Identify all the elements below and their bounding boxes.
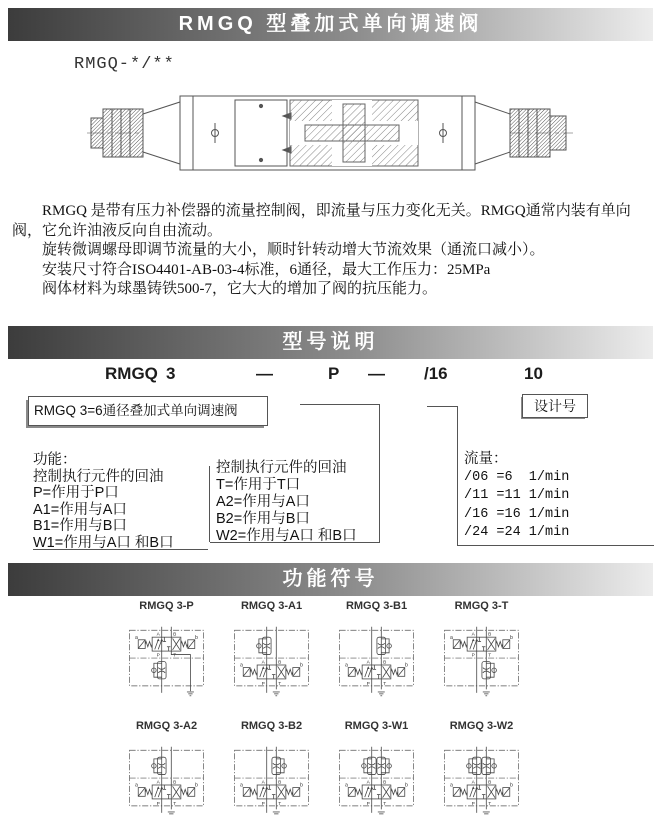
svg-text:T: T: [173, 802, 177, 807]
svg-text:A: A: [156, 780, 160, 786]
hydraulic-circuit-symbol: [324, 625, 429, 705]
svg-text:B: B: [173, 780, 177, 786]
svg-text:T: T: [488, 653, 492, 659]
column-line: A2=作用与A口: [216, 494, 310, 510]
svg-text:T: T: [278, 802, 282, 807]
svg-text:A: A: [471, 632, 475, 638]
symbol-cell-rmgq-3-w1: [324, 720, 429, 815]
svg-text:B: B: [488, 632, 492, 638]
connector-line-flow-stub: [427, 406, 457, 407]
svg-text:b: b: [195, 634, 198, 641]
section-header-main: [8, 8, 653, 41]
svg-text:B: B: [278, 660, 282, 666]
svg-text:a: a: [135, 634, 138, 641]
symbol-cell-rmgq-3-w2: [429, 720, 534, 815]
symbol-cell-rmgq-3-a2: [114, 720, 219, 815]
svg-text:P: P: [156, 653, 160, 659]
intro-paragraph: 安装尺寸符合ISO4401-AB-03-4标准，6通径，最大工作压力：25MPa: [42, 261, 491, 278]
svg-text:B: B: [488, 780, 492, 786]
column-title: 流量：: [464, 451, 508, 467]
svg-text:a: a: [240, 662, 243, 669]
design-number-box: 设计号: [522, 394, 588, 418]
column-line: W2=作用与A口 和B口: [216, 528, 357, 544]
model-code-part: —: [368, 364, 385, 383]
svg-text:P: P: [471, 802, 475, 807]
svg-text:a: a: [450, 634, 453, 641]
svg-text:a: a: [450, 782, 453, 789]
intro-paragraph: 旋转微调螺母即调节流量的大小，顺时针转动增大节流效果（通流口减小）。: [42, 242, 545, 258]
function-symbols-row-1: [114, 600, 534, 705]
svg-text:A: A: [261, 780, 265, 786]
column-line: /16 =16 1/min: [464, 506, 570, 522]
svg-text:T: T: [383, 682, 387, 687]
model-code-part: 3: [166, 364, 176, 383]
svg-text:A: A: [471, 780, 475, 786]
svg-text:A: A: [261, 660, 265, 666]
svg-text:T: T: [488, 802, 492, 807]
section-header-model: [8, 326, 653, 359]
intro-paragraph: RMGQ 是带有压力补偿器的流量控制阀，即流量与压力变化无关。RMGQ通常内装有单向阀，它允许油液反向自由流动。: [12, 203, 631, 239]
svg-text:a: a: [240, 782, 243, 789]
column-line: B1=作用与B口: [33, 518, 127, 534]
symbol-cell-rmgq-3-b1: [324, 600, 429, 705]
svg-text:T: T: [173, 653, 177, 659]
svg-text:b: b: [300, 782, 303, 789]
function-column-left: [33, 452, 174, 551]
symbol-label: RMGQ 3-P: [139, 600, 194, 612]
flow-rate-column: [464, 450, 569, 543]
svg-text:a: a: [345, 662, 348, 669]
model-code-part: —: [256, 364, 273, 383]
hydraulic-circuit-symbol: [429, 625, 534, 705]
svg-text:A: A: [156, 632, 160, 638]
svg-text:P: P: [261, 802, 265, 807]
symbol-label: RMGQ 3-W2: [449, 720, 514, 732]
svg-text:P: P: [366, 802, 370, 807]
intro-paragraph: 阀体材料为球墨铸铁500-7，它大大的增加了阀的抗压能力。: [42, 281, 437, 297]
svg-text:b: b: [405, 782, 408, 789]
model-section-title: 型号说明: [282, 331, 379, 353]
svg-text:P: P: [156, 802, 160, 807]
valve-cross-section-drawing: [85, 76, 575, 194]
model-code-part: P: [328, 364, 340, 383]
symbol-cell-rmgq-3-a1: [219, 600, 324, 705]
svg-text:A: A: [366, 660, 370, 666]
column-line: /11 =11 1/min: [464, 488, 570, 503]
symbol-cell-rmgq-3-p: [114, 600, 219, 705]
svg-text:b: b: [195, 782, 198, 789]
svg-text:T: T: [278, 682, 282, 687]
symbol-label: RMGQ 3-A2: [135, 720, 198, 732]
svg-text:P: P: [471, 653, 475, 659]
page-title: RMGQ 型叠加式单向调速阀: [178, 13, 483, 35]
model-code-part: 10: [524, 364, 543, 383]
column-title: 功能：: [33, 452, 77, 468]
symbol-cell-rmgq-3-t: [429, 600, 534, 705]
svg-text:T: T: [383, 802, 387, 807]
model-code-part: /16: [424, 364, 448, 383]
model-caption: RMGQ-*/**: [74, 55, 175, 74]
column-line: 控制执行元件的回油: [216, 460, 347, 476]
svg-text:b: b: [300, 662, 303, 669]
column-line: /24 =24 1/min: [464, 525, 570, 540]
function-symbols-row-2: [114, 720, 534, 815]
column-line: A1=作用与A口: [33, 501, 127, 518]
svg-text:B: B: [173, 632, 177, 638]
svg-text:b: b: [510, 782, 513, 789]
column-line: B2=作用与B口: [216, 511, 310, 527]
svg-text:P: P: [261, 682, 265, 687]
svg-text:b: b: [405, 662, 408, 669]
hydraulic-circuit-symbol: [219, 625, 324, 705]
column-line: T=作用于T口: [216, 477, 301, 493]
hydraulic-circuit-symbol: [324, 745, 429, 815]
function-column-right: [216, 460, 357, 545]
size-note-box: RMGQ 3=6通径叠加式单向调速阀: [28, 396, 268, 426]
svg-text:a: a: [135, 782, 138, 789]
column-line: /06 =6 1/min: [464, 469, 570, 485]
model-code-part: RMGQ: [105, 364, 158, 383]
symbol-cell-rmgq-3-b2: [219, 720, 324, 815]
symbol-label: RMGQ 3-T: [454, 600, 509, 612]
svg-text:B: B: [383, 660, 387, 666]
hydraulic-circuit-symbol: [114, 745, 219, 815]
svg-text:B: B: [383, 780, 387, 786]
column-line: 控制执行元件的回油: [33, 468, 164, 485]
symbol-label: RMGQ 3-B1: [345, 600, 408, 612]
svg-text:B: B: [278, 780, 282, 786]
intro-paragraphs: [12, 202, 651, 300]
svg-text:a: a: [345, 782, 348, 789]
svg-text:A: A: [366, 780, 370, 786]
section-header-symbols: [8, 563, 653, 596]
svg-text:P: P: [366, 682, 370, 687]
connector-line-divider: [209, 466, 210, 542]
svg-text:b: b: [510, 634, 513, 641]
symbol-label: RMGQ 3-A1: [240, 600, 303, 612]
symbols-section-title: 功能符号: [282, 568, 379, 590]
column-line: W1=作用与A口 和B口: [33, 534, 174, 551]
hydraulic-circuit-symbol: [114, 625, 219, 705]
column-line: P=作用于P口: [33, 485, 119, 501]
symbol-label: RMGQ 3-B2: [240, 720, 303, 732]
symbol-label: RMGQ 3-W1: [344, 720, 409, 732]
hydraulic-circuit-symbol: [429, 745, 534, 815]
hydraulic-circuit-symbol: [219, 745, 324, 815]
